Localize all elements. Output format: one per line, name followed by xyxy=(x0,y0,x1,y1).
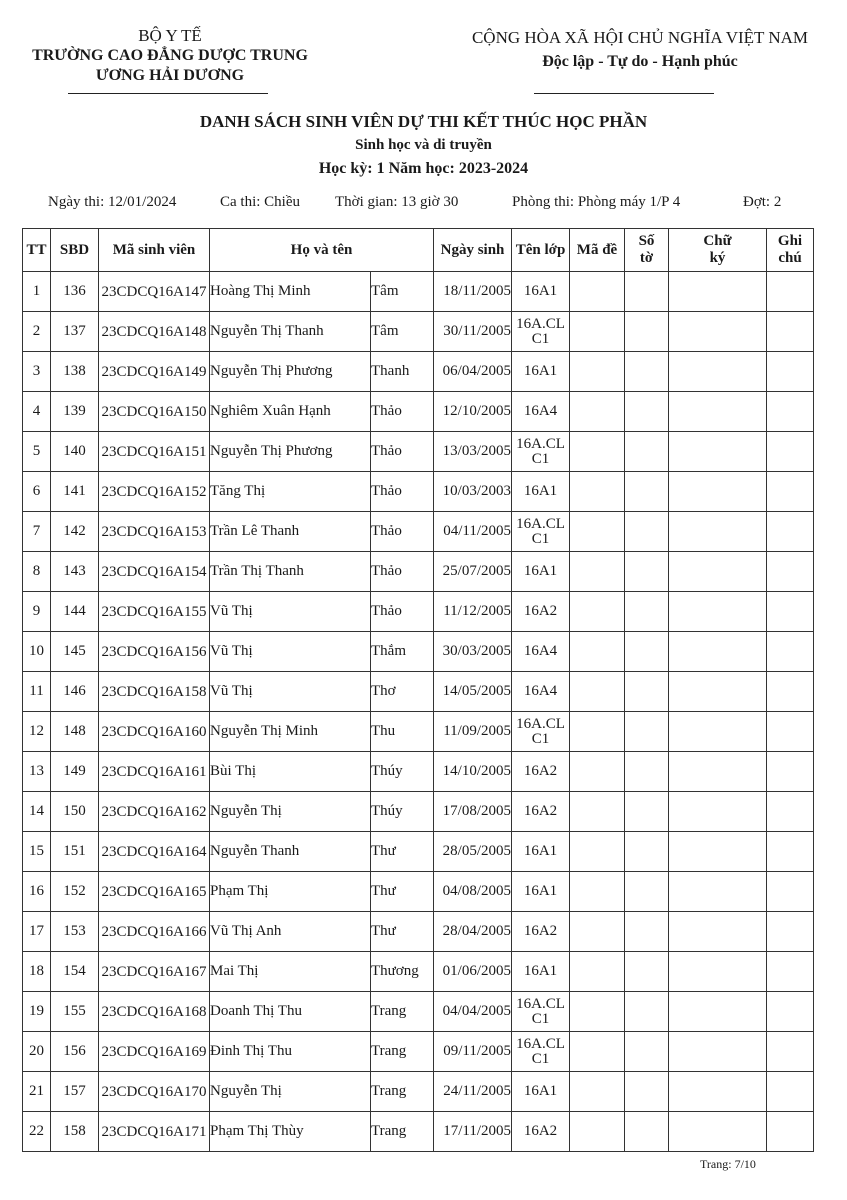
row-class: 16A1 xyxy=(512,832,570,872)
row-tt: 9 xyxy=(23,592,51,632)
row-dob: 13/03/2005 xyxy=(434,432,512,472)
table-row xyxy=(23,632,814,672)
row-sheet-count xyxy=(625,472,669,512)
row-exam-code xyxy=(570,912,625,952)
row-sheet-count xyxy=(625,312,669,352)
row-tt: 3 xyxy=(23,352,51,392)
row-student-id: 23CDCQ16A164 xyxy=(99,832,210,872)
row-dob: 14/10/2005 xyxy=(434,752,512,792)
row-sheet-count xyxy=(625,672,669,712)
row-student-id: 23CDCQ16A167 xyxy=(99,952,210,992)
row-dob: 18/11/2005 xyxy=(434,272,512,312)
row-dob: 24/11/2005 xyxy=(434,1072,512,1112)
row-note xyxy=(767,672,814,712)
row-dob: 11/12/2005 xyxy=(434,592,512,632)
row-dob: 28/04/2005 xyxy=(434,912,512,952)
row-student-id: 23CDCQ16A161 xyxy=(99,752,210,792)
row-given-name: Thắm xyxy=(371,632,434,672)
row-tt: 13 xyxy=(23,752,51,792)
row-sbd: 142 xyxy=(51,512,99,552)
row-dob: 25/07/2005 xyxy=(434,552,512,592)
header-signature: Chữ ký xyxy=(669,229,767,272)
row-exam-code xyxy=(570,832,625,872)
table-row xyxy=(23,512,814,552)
national-motto: Độc lập - Tự do - Hạnh phúc xyxy=(542,53,738,70)
row-exam-code xyxy=(570,1112,625,1152)
row-dob: 17/11/2005 xyxy=(434,1112,512,1152)
row-tt: 16 xyxy=(23,872,51,912)
row-exam-code xyxy=(570,792,625,832)
row-sbd: 140 xyxy=(51,432,99,472)
row-tt: 20 xyxy=(23,1032,51,1072)
row-sheet-count xyxy=(625,592,669,632)
subject-name: Sinh học và di truyền xyxy=(355,137,492,153)
row-name: Nguyễn Thị Phương xyxy=(210,352,371,392)
table-row xyxy=(23,552,814,592)
table-row xyxy=(23,992,814,1032)
row-sbd: 143 xyxy=(51,552,99,592)
row-class: 16A2 xyxy=(512,592,570,632)
exam-date: Ngày thi: 12/01/2024 xyxy=(48,194,177,210)
row-note xyxy=(767,312,814,352)
row-tt: 7 xyxy=(23,512,51,552)
table-header-row xyxy=(23,229,814,272)
row-student-id: 23CDCQ16A156 xyxy=(99,632,210,672)
row-sheet-count xyxy=(625,352,669,392)
row-tt: 2 xyxy=(23,312,51,352)
row-signature xyxy=(669,752,767,792)
row-name: Vũ Thị Anh xyxy=(210,912,371,952)
row-student-id: 23CDCQ16A149 xyxy=(99,352,210,392)
row-given-name: Thảo xyxy=(371,472,434,512)
row-note xyxy=(767,432,814,472)
row-sheet-count xyxy=(625,552,669,592)
row-exam-code xyxy=(570,472,625,512)
row-given-name: Thảo xyxy=(371,552,434,592)
row-signature xyxy=(669,832,767,872)
row-sheet-count xyxy=(625,432,669,472)
republic-name: CỘNG HÒA XÃ HỘI CHỦ NGHĨA VIỆT NAM xyxy=(471,28,809,47)
row-tt: 4 xyxy=(23,392,51,432)
row-class: 16A4 xyxy=(512,672,570,712)
row-dob: 30/11/2005 xyxy=(434,312,512,352)
row-dob: 30/03/2005 xyxy=(434,632,512,672)
table-row xyxy=(23,592,814,632)
row-signature xyxy=(669,352,767,392)
row-tt: 22 xyxy=(23,1112,51,1152)
row-student-id: 23CDCQ16A147 xyxy=(99,272,210,312)
row-signature xyxy=(669,1112,767,1152)
row-note xyxy=(767,752,814,792)
row-given-name: Tâm xyxy=(371,312,434,352)
table-row xyxy=(23,1032,814,1072)
row-given-name: Trang xyxy=(371,992,434,1032)
row-given-name: Thảo xyxy=(371,512,434,552)
row-exam-code xyxy=(570,952,625,992)
row-student-id: 23CDCQ16A154 xyxy=(99,552,210,592)
row-student-id: 23CDCQ16A165 xyxy=(99,872,210,912)
table-row xyxy=(23,1112,814,1152)
row-sheet-count xyxy=(625,1032,669,1072)
row-signature xyxy=(669,872,767,912)
row-student-id: 23CDCQ16A166 xyxy=(99,912,210,952)
row-tt: 15 xyxy=(23,832,51,872)
table-row xyxy=(23,752,814,792)
row-given-name: Tâm xyxy=(371,272,434,312)
row-exam-code xyxy=(570,1032,625,1072)
row-signature xyxy=(669,912,767,952)
row-sheet-count xyxy=(625,512,669,552)
row-note xyxy=(767,992,814,1032)
row-sheet-count xyxy=(625,832,669,872)
row-sheet-count xyxy=(625,872,669,912)
row-sbd: 154 xyxy=(51,952,99,992)
row-signature xyxy=(669,672,767,712)
row-given-name: Trang xyxy=(371,1072,434,1112)
issuer-header xyxy=(0,26,340,86)
row-name: Nguyễn Thanh xyxy=(210,832,371,872)
row-given-name: Trang xyxy=(371,1112,434,1152)
table-row xyxy=(23,392,814,432)
row-dob: 10/03/2003 xyxy=(434,472,512,512)
row-signature xyxy=(669,392,767,432)
table-row xyxy=(23,832,814,872)
row-sbd: 153 xyxy=(51,912,99,952)
row-class: 16A2 xyxy=(512,912,570,952)
row-given-name: Thảo xyxy=(371,432,434,472)
header-exam-code: Mã đề xyxy=(570,229,625,272)
row-dob: 06/04/2005 xyxy=(434,352,512,392)
row-signature xyxy=(669,1032,767,1072)
row-dob: 28/05/2005 xyxy=(434,832,512,872)
header-dob: Ngày sinh xyxy=(434,229,512,272)
row-student-id: 23CDCQ16A151 xyxy=(99,432,210,472)
row-note xyxy=(767,712,814,752)
row-note xyxy=(767,872,814,912)
row-name: Vũ Thị xyxy=(210,592,371,632)
header-note: Ghi chú xyxy=(767,229,814,272)
row-name: Nguyễn Thị Phương xyxy=(210,432,371,472)
row-student-id: 23CDCQ16A168 xyxy=(99,992,210,1032)
row-exam-code xyxy=(570,552,625,592)
row-name: Tăng Thị xyxy=(210,472,371,512)
row-name: Vũ Thị xyxy=(210,632,371,672)
row-student-id: 23CDCQ16A169 xyxy=(99,1032,210,1072)
row-note xyxy=(767,592,814,632)
row-class: 16A.CLC1 xyxy=(512,512,570,552)
row-exam-code xyxy=(570,512,625,552)
table-row xyxy=(23,912,814,952)
row-tt: 18 xyxy=(23,952,51,992)
row-note xyxy=(767,272,814,312)
row-student-id: 23CDCQ16A160 xyxy=(99,712,210,752)
row-student-id: 23CDCQ16A153 xyxy=(99,512,210,552)
row-signature xyxy=(669,632,767,672)
school-name-line2: ƯƠNG HẢI DƯƠNG xyxy=(95,67,245,84)
row-sheet-count xyxy=(625,952,669,992)
row-exam-code xyxy=(570,992,625,1032)
table-row xyxy=(23,432,814,472)
row-given-name: Thu xyxy=(371,712,434,752)
motto-underline xyxy=(534,93,714,94)
row-dob: 01/06/2005 xyxy=(434,952,512,992)
row-signature xyxy=(669,512,767,552)
row-class: 16A1 xyxy=(512,1072,570,1112)
row-sbd: 144 xyxy=(51,592,99,632)
row-given-name: Thương xyxy=(371,952,434,992)
row-signature xyxy=(669,472,767,512)
row-class: 16A1 xyxy=(512,952,570,992)
row-note xyxy=(767,352,814,392)
row-name: Trần Thị Thanh xyxy=(210,552,371,592)
table-row xyxy=(23,872,814,912)
table-row xyxy=(23,312,814,352)
row-sheet-count xyxy=(625,792,669,832)
row-sbd: 151 xyxy=(51,832,99,872)
row-name: Vũ Thị xyxy=(210,672,371,712)
row-name: Nguyễn Thị xyxy=(210,1072,371,1112)
row-signature xyxy=(669,592,767,632)
row-given-name: Thúy xyxy=(371,792,434,832)
row-note xyxy=(767,792,814,832)
row-class: 16A1 xyxy=(512,352,570,392)
row-dob: 04/04/2005 xyxy=(434,992,512,1032)
row-student-id: 23CDCQ16A150 xyxy=(99,392,210,432)
row-sbd: 141 xyxy=(51,472,99,512)
row-sbd: 136 xyxy=(51,272,99,312)
row-exam-code xyxy=(570,352,625,392)
row-class: 16A2 xyxy=(512,1112,570,1152)
row-name: Nguyễn Thị Minh xyxy=(210,712,371,752)
row-class: 16A1 xyxy=(512,272,570,312)
row-note xyxy=(767,392,814,432)
row-tt: 21 xyxy=(23,1072,51,1112)
row-tt: 11 xyxy=(23,672,51,712)
row-signature xyxy=(669,312,767,352)
row-note xyxy=(767,952,814,992)
table-body xyxy=(23,272,814,1152)
row-sheet-count xyxy=(625,632,669,672)
header-sheet-count: Số tờ xyxy=(625,229,669,272)
exam-time: Thời gian: 13 giờ 30 xyxy=(335,194,459,210)
header-sbd: SBD xyxy=(51,229,99,272)
row-sbd: 145 xyxy=(51,632,99,672)
table-row xyxy=(23,672,814,712)
row-signature xyxy=(669,992,767,1032)
row-sbd: 150 xyxy=(51,792,99,832)
row-given-name: Thơ xyxy=(371,672,434,712)
issuer-underline xyxy=(68,93,268,94)
row-given-name: Trang xyxy=(371,1032,434,1072)
row-name: Đinh Thị Thu xyxy=(210,1032,371,1072)
row-dob: 09/11/2005 xyxy=(434,1032,512,1072)
header-student-id: Mã sinh viên xyxy=(99,229,210,272)
row-class: 16A1 xyxy=(512,552,570,592)
table-row xyxy=(23,272,814,312)
row-sheet-count xyxy=(625,272,669,312)
row-student-id: 23CDCQ16A171 xyxy=(99,1112,210,1152)
row-sbd: 156 xyxy=(51,1032,99,1072)
row-signature xyxy=(669,552,767,592)
row-note xyxy=(767,632,814,672)
row-tt: 8 xyxy=(23,552,51,592)
row-sheet-count xyxy=(625,992,669,1032)
row-class: 16A.CLC1 xyxy=(512,992,570,1032)
exam-round: Đợt: 2 xyxy=(743,194,782,210)
row-name: Phạm Thị Thùy xyxy=(210,1112,371,1152)
row-name: Nguyễn Thị xyxy=(210,792,371,832)
row-dob: 12/10/2005 xyxy=(434,392,512,432)
row-class: 16A2 xyxy=(512,792,570,832)
row-signature xyxy=(669,272,767,312)
row-signature xyxy=(669,792,767,832)
header-tt: TT xyxy=(23,229,51,272)
row-tt: 12 xyxy=(23,712,51,752)
row-class: 16A.CLC1 xyxy=(512,312,570,352)
row-sbd: 157 xyxy=(51,1072,99,1112)
row-sbd: 149 xyxy=(51,752,99,792)
row-signature xyxy=(669,1072,767,1112)
header-full-name: Họ và tên xyxy=(210,229,434,272)
row-class: 16A4 xyxy=(512,632,570,672)
row-student-id: 23CDCQ16A170 xyxy=(99,1072,210,1112)
row-tt: 17 xyxy=(23,912,51,952)
row-given-name: Thư xyxy=(371,832,434,872)
header-class: Tên lớp xyxy=(512,229,570,272)
row-tt: 14 xyxy=(23,792,51,832)
row-sheet-count xyxy=(625,912,669,952)
row-note xyxy=(767,1112,814,1152)
row-dob: 11/09/2005 xyxy=(434,712,512,752)
row-exam-code xyxy=(570,392,625,432)
row-tt: 5 xyxy=(23,432,51,472)
row-exam-code xyxy=(570,272,625,312)
ministry-name: BỘ Y TẾ xyxy=(138,26,202,45)
row-sbd: 158 xyxy=(51,1112,99,1152)
row-sbd: 146 xyxy=(51,672,99,712)
row-given-name: Thảo xyxy=(371,592,434,632)
row-student-id: 23CDCQ16A162 xyxy=(99,792,210,832)
row-note xyxy=(767,512,814,552)
row-note xyxy=(767,1032,814,1072)
table-row xyxy=(23,472,814,512)
exam-session: Ca thi: Chiều xyxy=(220,194,300,210)
row-tt: 19 xyxy=(23,992,51,1032)
row-sbd: 152 xyxy=(51,872,99,912)
row-class: 16A.CLC1 xyxy=(512,432,570,472)
row-exam-code xyxy=(570,432,625,472)
row-exam-code xyxy=(570,1072,625,1112)
page-number: Trang: 7/10 xyxy=(700,1157,756,1171)
exam-room: Phòng thi: Phòng máy 1/P 4 xyxy=(512,194,681,210)
row-exam-code xyxy=(570,752,625,792)
row-student-id: 23CDCQ16A158 xyxy=(99,672,210,712)
row-given-name: Thư xyxy=(371,872,434,912)
row-name: Hoàng Thị Minh xyxy=(210,272,371,312)
row-sheet-count xyxy=(625,1072,669,1112)
row-sbd: 138 xyxy=(51,352,99,392)
row-dob: 17/08/2005 xyxy=(434,792,512,832)
row-note xyxy=(767,1072,814,1112)
national-header xyxy=(440,28,840,72)
row-dob: 04/08/2005 xyxy=(434,872,512,912)
row-tt: 1 xyxy=(23,272,51,312)
table-row xyxy=(23,952,814,992)
row-signature xyxy=(669,712,767,752)
row-name: Doanh Thị Thu xyxy=(210,992,371,1032)
row-class: 16A4 xyxy=(512,392,570,432)
row-sheet-count xyxy=(625,712,669,752)
table-row xyxy=(23,352,814,392)
student-list-table xyxy=(22,228,814,1152)
row-note xyxy=(767,552,814,592)
row-sheet-count xyxy=(625,752,669,792)
row-signature xyxy=(669,432,767,472)
row-student-id: 23CDCQ16A152 xyxy=(99,472,210,512)
row-name: Trần Lê Thanh xyxy=(210,512,371,552)
row-exam-code xyxy=(570,672,625,712)
row-note xyxy=(767,912,814,952)
row-sbd: 139 xyxy=(51,392,99,432)
row-sbd: 148 xyxy=(51,712,99,752)
row-given-name: Thúy xyxy=(371,752,434,792)
row-name: Mai Thị xyxy=(210,952,371,992)
row-tt: 10 xyxy=(23,632,51,672)
row-exam-code xyxy=(570,632,625,672)
row-name: Phạm Thị xyxy=(210,872,371,912)
row-signature xyxy=(669,952,767,992)
row-class: 16A2 xyxy=(512,752,570,792)
row-class: 16A1 xyxy=(512,872,570,912)
document-title: DANH SÁCH SINH VIÊN DỰ THI KẾT THÚC HỌC PHẦN xyxy=(199,112,648,131)
row-class: 16A.CLC1 xyxy=(512,1032,570,1072)
row-dob: 04/11/2005 xyxy=(434,512,512,552)
row-note xyxy=(767,472,814,512)
row-note xyxy=(767,832,814,872)
row-exam-code xyxy=(570,592,625,632)
row-exam-code xyxy=(570,712,625,752)
row-given-name: Thảo xyxy=(371,392,434,432)
row-name: Nguyễn Thị Thanh xyxy=(210,312,371,352)
row-name: Bùi Thị xyxy=(210,752,371,792)
row-class: 16A1 xyxy=(512,472,570,512)
row-student-id: 23CDCQ16A148 xyxy=(99,312,210,352)
row-sbd: 155 xyxy=(51,992,99,1032)
row-class: 16A.CLC1 xyxy=(512,712,570,752)
row-given-name: Thanh xyxy=(371,352,434,392)
term-info: Học kỳ: 1 Năm học: 2023-2024 xyxy=(318,160,529,177)
school-name-line1: TRƯỜNG CAO ĐẲNG DƯỢC TRUNG xyxy=(32,47,308,64)
row-sheet-count xyxy=(625,392,669,432)
row-name: Nghiêm Xuân Hạnh xyxy=(210,392,371,432)
row-tt: 6 xyxy=(23,472,51,512)
row-exam-code xyxy=(570,872,625,912)
table-row xyxy=(23,792,814,832)
table-row xyxy=(23,1072,814,1112)
row-given-name: Thư xyxy=(371,912,434,952)
row-sbd: 137 xyxy=(51,312,99,352)
row-exam-code xyxy=(570,312,625,352)
row-student-id: 23CDCQ16A155 xyxy=(99,592,210,632)
table-row xyxy=(23,712,814,752)
row-sheet-count xyxy=(625,1112,669,1152)
row-dob: 14/05/2005 xyxy=(434,672,512,712)
